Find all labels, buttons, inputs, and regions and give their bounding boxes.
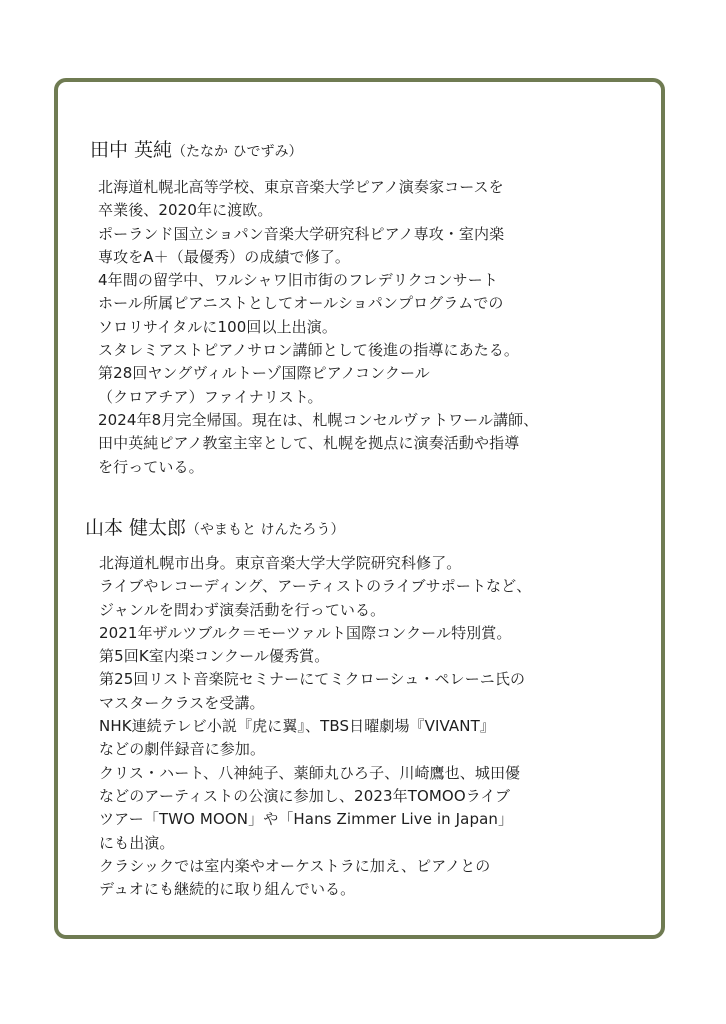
profile-name: 山本 健太郎 xyxy=(85,517,187,539)
bio-line: などの劇伴録音に参加。 xyxy=(99,740,266,759)
bio-line: ジャンルを問わず演奏活動を行っている。 xyxy=(99,600,386,619)
profile-name: 田中 英純 xyxy=(90,139,173,161)
bio-line: ソロリサイタルに100回以上出演。 xyxy=(98,317,337,336)
bio-line: 卒業後、2020年に渡欧。 xyxy=(98,201,273,220)
bio-line: ポーランド国立ショパン音楽大学研究科ピアノ専攻・室内楽 xyxy=(98,224,505,243)
profile-reading: （やまもと けんたろう） xyxy=(186,522,345,538)
profile-reading: （たなか ひでずみ） xyxy=(172,144,303,160)
bio-line: NHK連続テレビ小説『虎に翼』、TBS日曜劇場『VIVANT』 xyxy=(99,717,495,736)
bio-line: デュオにも継続的に取り組んでいる。 xyxy=(99,880,356,899)
bio-line: 2024年8月完全帰国。現在は、札幌コンセルヴァトワール講師、 xyxy=(98,410,539,429)
bio-line: ライブやレコーディング、アーティストのライブサポートなど、 xyxy=(99,577,532,596)
bio-line: クラシックでは室内楽やオーケストラに加え、ピアノとの xyxy=(99,856,491,875)
bio-line: マスタークラスを受講。 xyxy=(99,693,265,712)
profile-bio xyxy=(98,176,538,479)
bio-line: 第28回ヤングヴィルトーゾ国際ピアノコンクール xyxy=(98,364,430,383)
bio-line: を行っている。 xyxy=(98,457,204,476)
bio-line: ツアー「TWO MOON」や「Hans Zimmer Live in Japan」 xyxy=(99,810,514,829)
bio-line: 北海道札幌北高等学校、東京音楽大学ピアノ演奏家コースを xyxy=(98,178,504,196)
bio-line: 専攻をA＋（最優秀）の成績で修了。 xyxy=(98,247,350,266)
bio-line: スタレミアストピアノサロン講師として後進の指導にあたる。 xyxy=(98,341,520,360)
bio-line: ホール所属ピアニストとしてオールショパンプログラムでの xyxy=(98,294,504,313)
bio-line: （クロアチア）ファイナリスト。 xyxy=(98,387,323,406)
profile-frame xyxy=(54,78,665,939)
bio-line: 北海道札幌市出身。東京音楽大学大学院研究科修了。 xyxy=(99,554,462,572)
bio-line: 第25回リスト音楽院セミナーにてミクローシュ・ペレーニ氏の xyxy=(99,670,526,689)
bio-line: 2021年ザルツブルク＝モーツァルト国際コンクール特別賞。 xyxy=(99,623,512,642)
bio-line: 田中英純ピアノ教室主宰として、札幌を拠点に演奏活動や指導 xyxy=(98,434,520,453)
bio-line: にも出演。 xyxy=(99,833,175,852)
profile-heading xyxy=(85,514,345,542)
bio-line: などのアーティストの公演に参加し、2023年TOMOOライブ xyxy=(99,786,511,805)
bio-line: 4年間の留学中、ワルシャワ旧市街のフレデリクコンサート xyxy=(98,271,498,290)
profile-bio xyxy=(99,552,531,901)
bio-line: 第5回K室内楽コンクール優秀賞。 xyxy=(99,647,330,666)
profile-heading xyxy=(90,136,303,164)
bio-line: クリス・ハート、八神純子、薬師丸ひろ子、川崎鷹也、城田優 xyxy=(99,763,521,782)
